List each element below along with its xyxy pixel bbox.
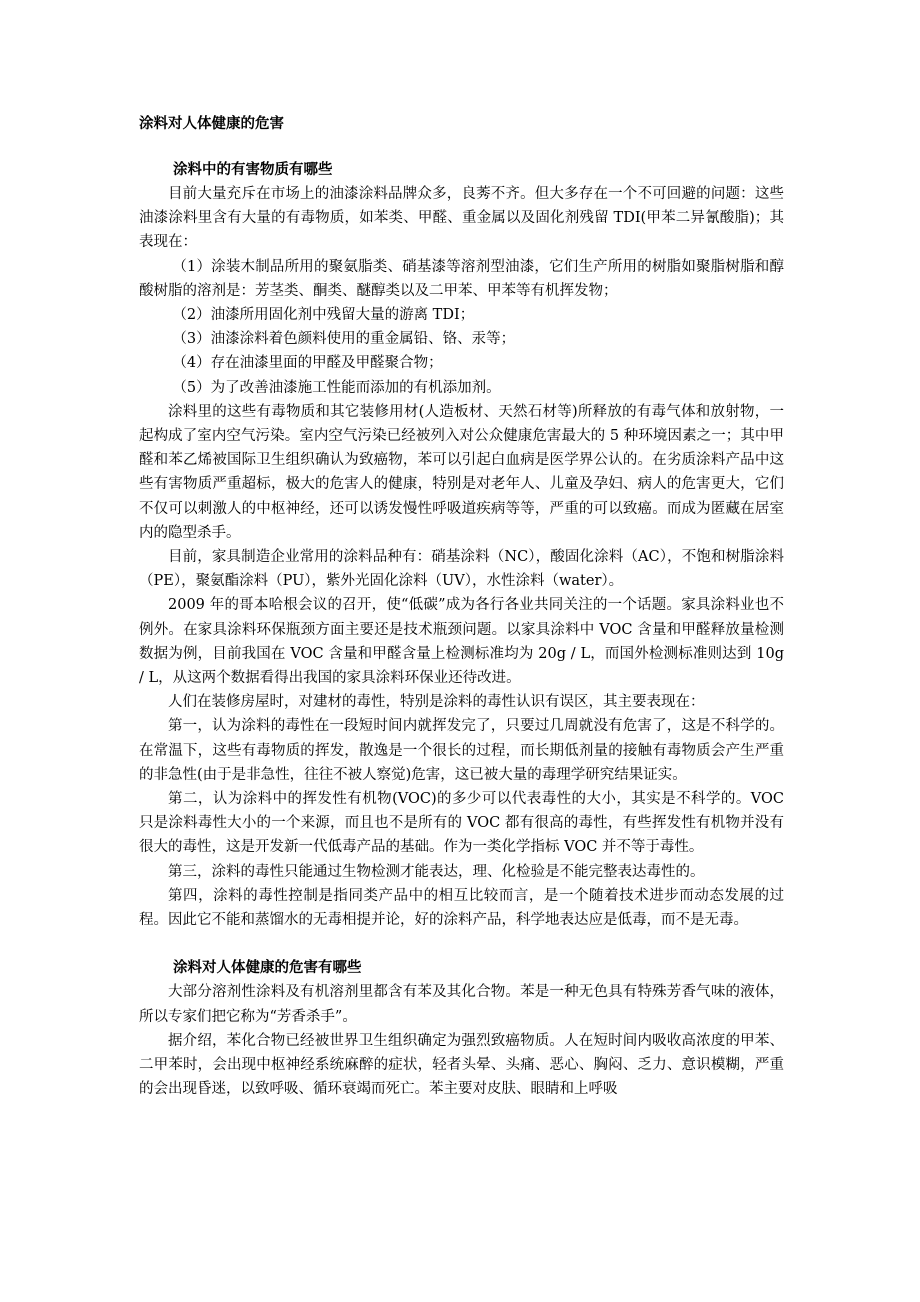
paragraph: 据介绍，苯化合物已经被世界卫生组织确定为强烈致癌物质。人在短时间内吸收高浓度的甲苯、二甲苯时，会出现中枢神经系统麻醉的症状，轻者头晕、头痛、恶心、胸闷、乏力、意识模糊，严重的会出现昏迷，以致呼吸、循环衰竭而死亡。苯主要对皮肤、眼睛和上呼吸	[139, 1032, 784, 1098]
list-item: （3）油漆涂料着色颜料使用的重金属铅、铬、汞等；	[172, 331, 516, 348]
list-item: （1）涂装木制品所用的聚氨脂类、硝基漆等溶剂型油漆，它们生产所用的树脂如聚脂树脂和醇酸树脂的溶剂是：芳茎类、酮类、醚醇类以及二甲苯、甲苯等有机挥发物；	[139, 258, 784, 299]
list-item: （4）存在油漆里面的甲醛及甲醛聚合物；	[172, 355, 443, 372]
paragraph: 目前大量充斥在市场上的油漆涂料品牌众多，良莠不齐。但大多存在一个不可回避的问题：这些油漆涂料里含有大量的有毒物质，如苯类、甲醛、重金属以及固化剂残留 TDI(甲苯二异氰酸脂)；其表现在：	[139, 186, 784, 251]
paragraph: 2009 年的哥本哈根会议的召开，使“低碳”成为各行各业共同关注的一个话题。家具涂料业也不例外。在家具涂料环保瓶颈方面主要还是技术瓶颈问题。以家具涂料中 VOC 含量和甲醛释放量检测数据为例，目前我国在 VOC 含量和甲醛含量上检测标准均为 20g / L，而国外检测标准则达到 10g / L，从这两个数据看得出我国的家具涂料环保业还待改进。	[139, 597, 784, 687]
list-item: （5）为了改善油漆施工性能而添加的有机添加剂。	[172, 379, 501, 396]
section-harmful-substances	[139, 158, 784, 932]
paragraph: 人们在装修房屋时，对建材的毒性，特别是涂料的毒性认识有误区，其主要表现在：	[168, 694, 705, 711]
list-item: （2）油漆所用固化剂中残留大量的游离 TDI；	[172, 307, 475, 324]
paragraph: 第一，认为涂料的毒性在一段短时间内就挥发完了，只要过几周就没有危害了，这是不科学的。在常温下，这些有毒物质的挥发，散逸是一个很长的过程，而长期低剂量的接触有毒物质会产生严重的非急性(由于是非急性，往往不被人察觉)危害，这已被大量的毒理学研究结果证实。	[139, 718, 784, 783]
paragraph: 目前，家具制造企业常用的涂料品种有：硝基涂料（NC），酸固化涂料（AC），不饱和树脂涂料（PE），聚氨酯涂料（PU），紫外光固化涂料（UV），水性涂料（water）。	[139, 549, 784, 590]
paragraph: 大部分溶剂性涂料及有机溶剂里都含有苯及其化合物。苯是一种无色具有特殊芳香气味的液体，所以专家们把它称为“芳香杀手”。	[139, 984, 784, 1025]
paragraph: 第二，认为涂料中的挥发性有机物(VOC)的多少可以代表毒性的大小，其实是不科学的。VOC 只是涂料毒性大小的一个来源，而且也不是所有的 VOC 都有很高的毒性，有些挥发性有机物并没有很大的毒性，这是开发新一代低毒产品的基础。作为一类化学指标 VOC 并不等于毒性。	[139, 791, 784, 856]
document-body	[139, 112, 784, 1101]
document-title: 涂料对人体健康的危害	[139, 116, 284, 132]
section-heading: 涂料中的有害物质有哪些	[173, 162, 333, 178]
paragraph: 第四，涂料的毒性控制是指同类产品中的相互比较而言，是一个随着技术进步而动态发展的过程。因此它不能和蒸馏水的无毒相提并论，好的涂料产品，科学地表达应是低毒，而不是无毒。	[139, 887, 784, 929]
section-heading: 涂料对人体健康的危害有哪些	[173, 960, 362, 977]
paragraph: 涂料里的这些有毒物质和其它装修用材(人造板材、天然石材等)所释放的有毒气体和放射物，一起构成了室内空气污染。室内空气污染已经被列入对公众健康危害最大的 5 种环境因素之一；其中甲醛和苯乙烯被国际卫生组织确认为致癌物，苯可以引起白血病是医学界公认的。在劣质涂料产品中这些有害物质严重超标，极大的危害人的健康，特别是对老年人、儿童及孕妇、病人的危害更大，它们不仅可以刺激人的中枢神经，还可以诱发慢性呼吸道疾病等等，严重的可以致癌。而成为匿藏在居室内的隐型杀手。	[139, 403, 784, 541]
paragraph: 第三，涂料的毒性只能通过生物检测才能表达，理、化检验是不能完整表达毒性的。	[168, 863, 705, 880]
section-health-hazards	[139, 956, 784, 1101]
